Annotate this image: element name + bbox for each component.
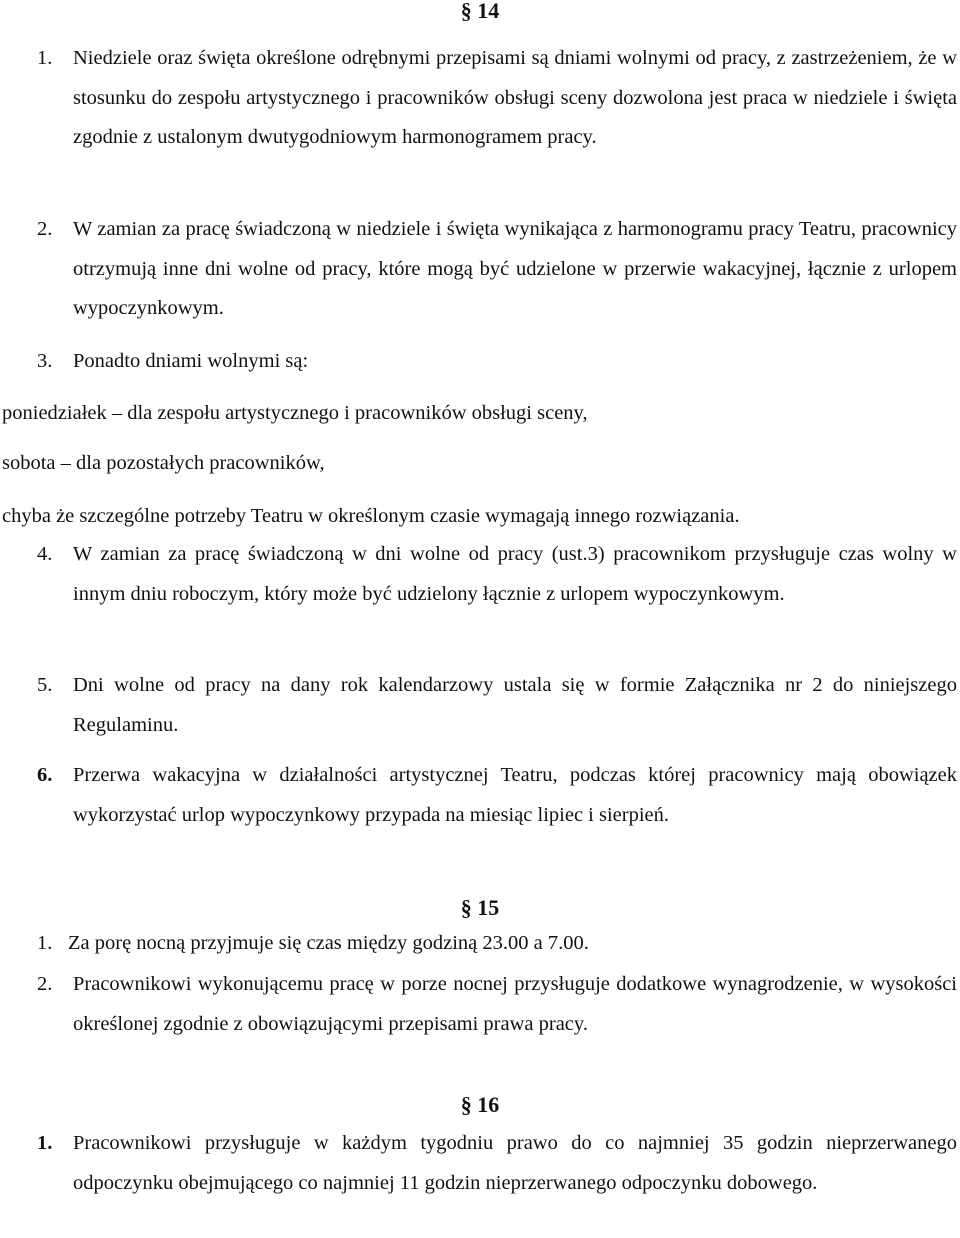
paragraph-number: 1.	[37, 932, 53, 954]
list-line-exception: chyba że szczególne potrzeby Teatru w określonym czasie wymagają innego rozwiązania.	[2, 505, 740, 527]
paragraph-text: W zamian za pracę świadczoną w niedziele i święta wynikająca z harmonogramu pracy Teatru, pracownicy otrzymują inne dni wolne od pracy, które mogą być udzielone w przerwie wakacyjnej, łącznie z urlopem wypoczynkowym.	[73, 218, 957, 319]
paragraph-number: 5.	[37, 674, 53, 696]
paragraph-14-6	[37, 756, 957, 835]
paragraph-number: 6.	[37, 764, 53, 786]
paragraph-16-1	[37, 1124, 957, 1203]
paragraph-14-2	[37, 210, 957, 329]
paragraph-number: 2.	[37, 218, 53, 240]
paragraph-number: 1.	[37, 47, 53, 69]
paragraph-number: 2.	[37, 973, 53, 995]
section-heading-14: § 14	[460, 0, 500, 23]
paragraph-14-4	[37, 535, 957, 614]
list-line-monday: poniedziałek – dla zespołu artystycznego i pracowników obsługi sceny,	[2, 402, 588, 424]
paragraph-number: 3.	[37, 350, 53, 372]
paragraph-text: Dni wolne od pracy na dany rok kalendarzowy ustala się w formie Załącznika nr 2 do niniejszego Regulaminu.	[73, 674, 957, 736]
list-line-saturday: sobota – dla pozostałych pracowników,	[2, 452, 325, 474]
paragraph-text: Za porę nocną przyjmuje się czas między godziną 23.00 a 7.00.	[68, 932, 589, 954]
section-heading-15: § 15	[460, 895, 500, 920]
paragraph-text: Przerwa wakacyjna w działalności artystycznej Teatru, podczas której pracownicy mają obowiązek wykorzystać urlop wypoczynkowy przypada na miesiąc lipiec i sierpień.	[73, 764, 957, 826]
paragraph-text: W zamian za pracę świadczoną w dni wolne od pracy (ust.3) pracownikom przysługuje czas wolny w innym dniu roboczym, który może być udzielony łącznie z urlopem wypoczynkowym.	[73, 543, 957, 605]
paragraph-14-3	[37, 342, 957, 382]
section-heading-16: § 16	[460, 1092, 500, 1117]
paragraph-15-2	[37, 965, 957, 1044]
paragraph-text: Pracownikowi wykonującemu pracę w porze nocnej przysługuje dodatkowe wynagrodzenie, w wysokości określonej zgodnie z obowiązującymi przepisami prawa pracy.	[73, 973, 957, 1035]
paragraph-14-5	[37, 666, 957, 745]
paragraph-15-1	[37, 924, 957, 964]
paragraph-text: Ponadto dniami wolnymi są:	[73, 350, 309, 372]
paragraph-14-1	[37, 39, 957, 158]
paragraph-text: Pracownikowi przysługuje w każdym tygodniu prawo do co najmniej 35 godzin nieprzerwanego odpoczynku obejmującego co najmniej 11 godzin nieprzerwanego odpoczynku dobowego.	[73, 1132, 957, 1194]
paragraph-text: Niedziele oraz święta określone odrębnymi przepisami są dniami wolnymi od pracy, z zastrzeżeniem, że w stosunku do zespołu artystycznego i pracowników obsługi sceny dozwolona jest praca w niedziele i święta zgodnie z ustalonym dwutygodniowym harmonogramem pracy.	[73, 47, 957, 148]
paragraph-number: 4.	[37, 543, 53, 565]
paragraph-number: 1.	[37, 1132, 53, 1154]
